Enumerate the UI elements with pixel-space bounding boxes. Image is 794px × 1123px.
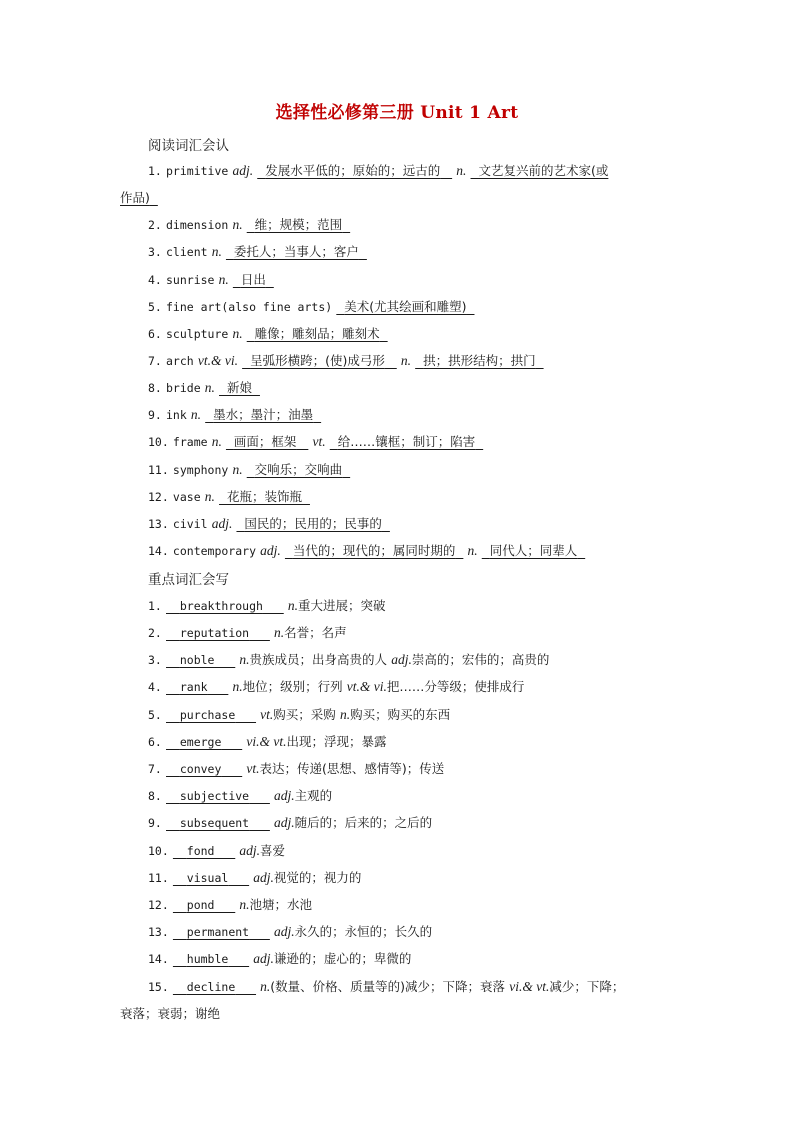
answer-blank: emerge <box>179 735 222 749</box>
reading-item-1-cont: 作品) <box>120 190 150 205</box>
answer-blank: visual <box>186 871 229 885</box>
writing-item-9: 9. subsequent adj.随后的；后来的；之后的 <box>148 815 433 830</box>
reading-item-7: 7. arch vt.& vi. 呈弧形横跨；(使)成弓形 n. 拱；拱形结构；拱门 <box>148 353 536 368</box>
reading-item-2: 2. dimension n. 维；规模；范围 <box>148 217 343 232</box>
writing-item-5: 5. purchase vt.购买；采购 n.购买；购买的东西 <box>148 707 451 722</box>
reading-item-10: 10. frame n. 画面；框架 vt. 给……镶框；制订；陷害 <box>148 434 476 449</box>
writing-item-6: 6. emerge vi.& vt.出现；浮现；暴露 <box>148 734 387 749</box>
reading-item-8: 8. bride n. 新娘 <box>148 380 252 395</box>
answer-blank: humble <box>186 952 229 966</box>
writing-item-12: 12. pond n.池塘；水池 <box>148 897 313 912</box>
answer-blank: reputation <box>179 626 250 640</box>
writing-item-8: 8. subjective adj.主观的 <box>148 788 333 803</box>
writing-item-15-cont: 衰落；衰弱；谢绝 <box>120 1006 221 1021</box>
answer-blank: subsequent <box>179 816 250 830</box>
section-heading-writing: 重点词汇会写 <box>148 572 229 588</box>
reading-item-5: 5. fine art(also fine arts) 美术(尤其绘画和雕塑) <box>148 299 467 314</box>
reading-item-3: 3. client n. 委托人；当事人；客户 <box>148 244 359 259</box>
writing-item-2: 2. reputation n.名誉；名声 <box>148 625 347 640</box>
writing-item-10: 10. fond adj.喜爱 <box>148 843 286 858</box>
answer-blank: permanent <box>186 925 250 939</box>
answer-blank: convey <box>179 762 222 776</box>
writing-item-3: 3. noble n.贵族成员；出身高贵的人 adj.崇高的；宏伟的；高贵的 <box>148 652 550 667</box>
writing-item-13: 13. permanent adj.永久的；永恒的；长久的 <box>148 924 433 939</box>
reading-item-6: 6. sculpture n. 雕像；雕刻品；雕刻术 <box>148 326 380 341</box>
writing-item-15: 15. decline n.(数量、价格、质量等的)减少；下降；衰落 vi.& vt.减少；下降； <box>148 979 625 994</box>
reading-item-1: 1. primitive adj. 发展水平低的；原始的；远古的 n. 文艺复兴前的艺术家(或 <box>148 163 609 178</box>
answer-blank: subjective <box>179 789 250 803</box>
answer-blank: decline <box>186 980 236 994</box>
reading-item-12: 12. vase n. 花瓶；装饰瓶 <box>148 489 302 504</box>
section-heading-reading: 阅读词汇会认 <box>148 138 229 154</box>
answer-blank: rank <box>179 680 208 694</box>
writing-item-7: 7. convey vt.表达；传递(思想、感情等)；传送 <box>148 761 445 776</box>
writing-item-14: 14. humble adj.谦逊的；虚心的；卑微的 <box>148 951 412 966</box>
answer-blank: fond <box>186 844 215 858</box>
reading-item-4: 4. sunrise n. 日出 <box>148 272 266 287</box>
answer-blank: breakthrough <box>179 599 263 613</box>
reading-item-13: 13. civil adj. 国民的；民用的；民事的 <box>148 516 382 531</box>
reading-item-9: 9. ink n. 墨水；墨汁；油墨 <box>148 407 314 422</box>
writing-item-1: 1. breakthrough n.重大进展；突破 <box>148 598 386 613</box>
writing-item-4: 4. rank n.地位；级别；行列 vt.& vi.把……分等级；使排成行 <box>148 679 525 694</box>
writing-item-11: 11. visual adj.视觉的；视力的 <box>148 870 362 885</box>
reading-item-11: 11. symphony n. 交响乐；交响曲 <box>148 462 343 477</box>
answer-blank: purchase <box>179 708 236 722</box>
page-title: 选择性必修第三册 Unit 1 Art <box>275 103 519 123</box>
reading-item-14: 14. contemporary adj. 当代的；现代的；属同时期的 n. 同代人；同辈人 <box>148 543 578 558</box>
answer-blank: noble <box>179 653 215 667</box>
answer-blank: pond <box>186 898 215 912</box>
